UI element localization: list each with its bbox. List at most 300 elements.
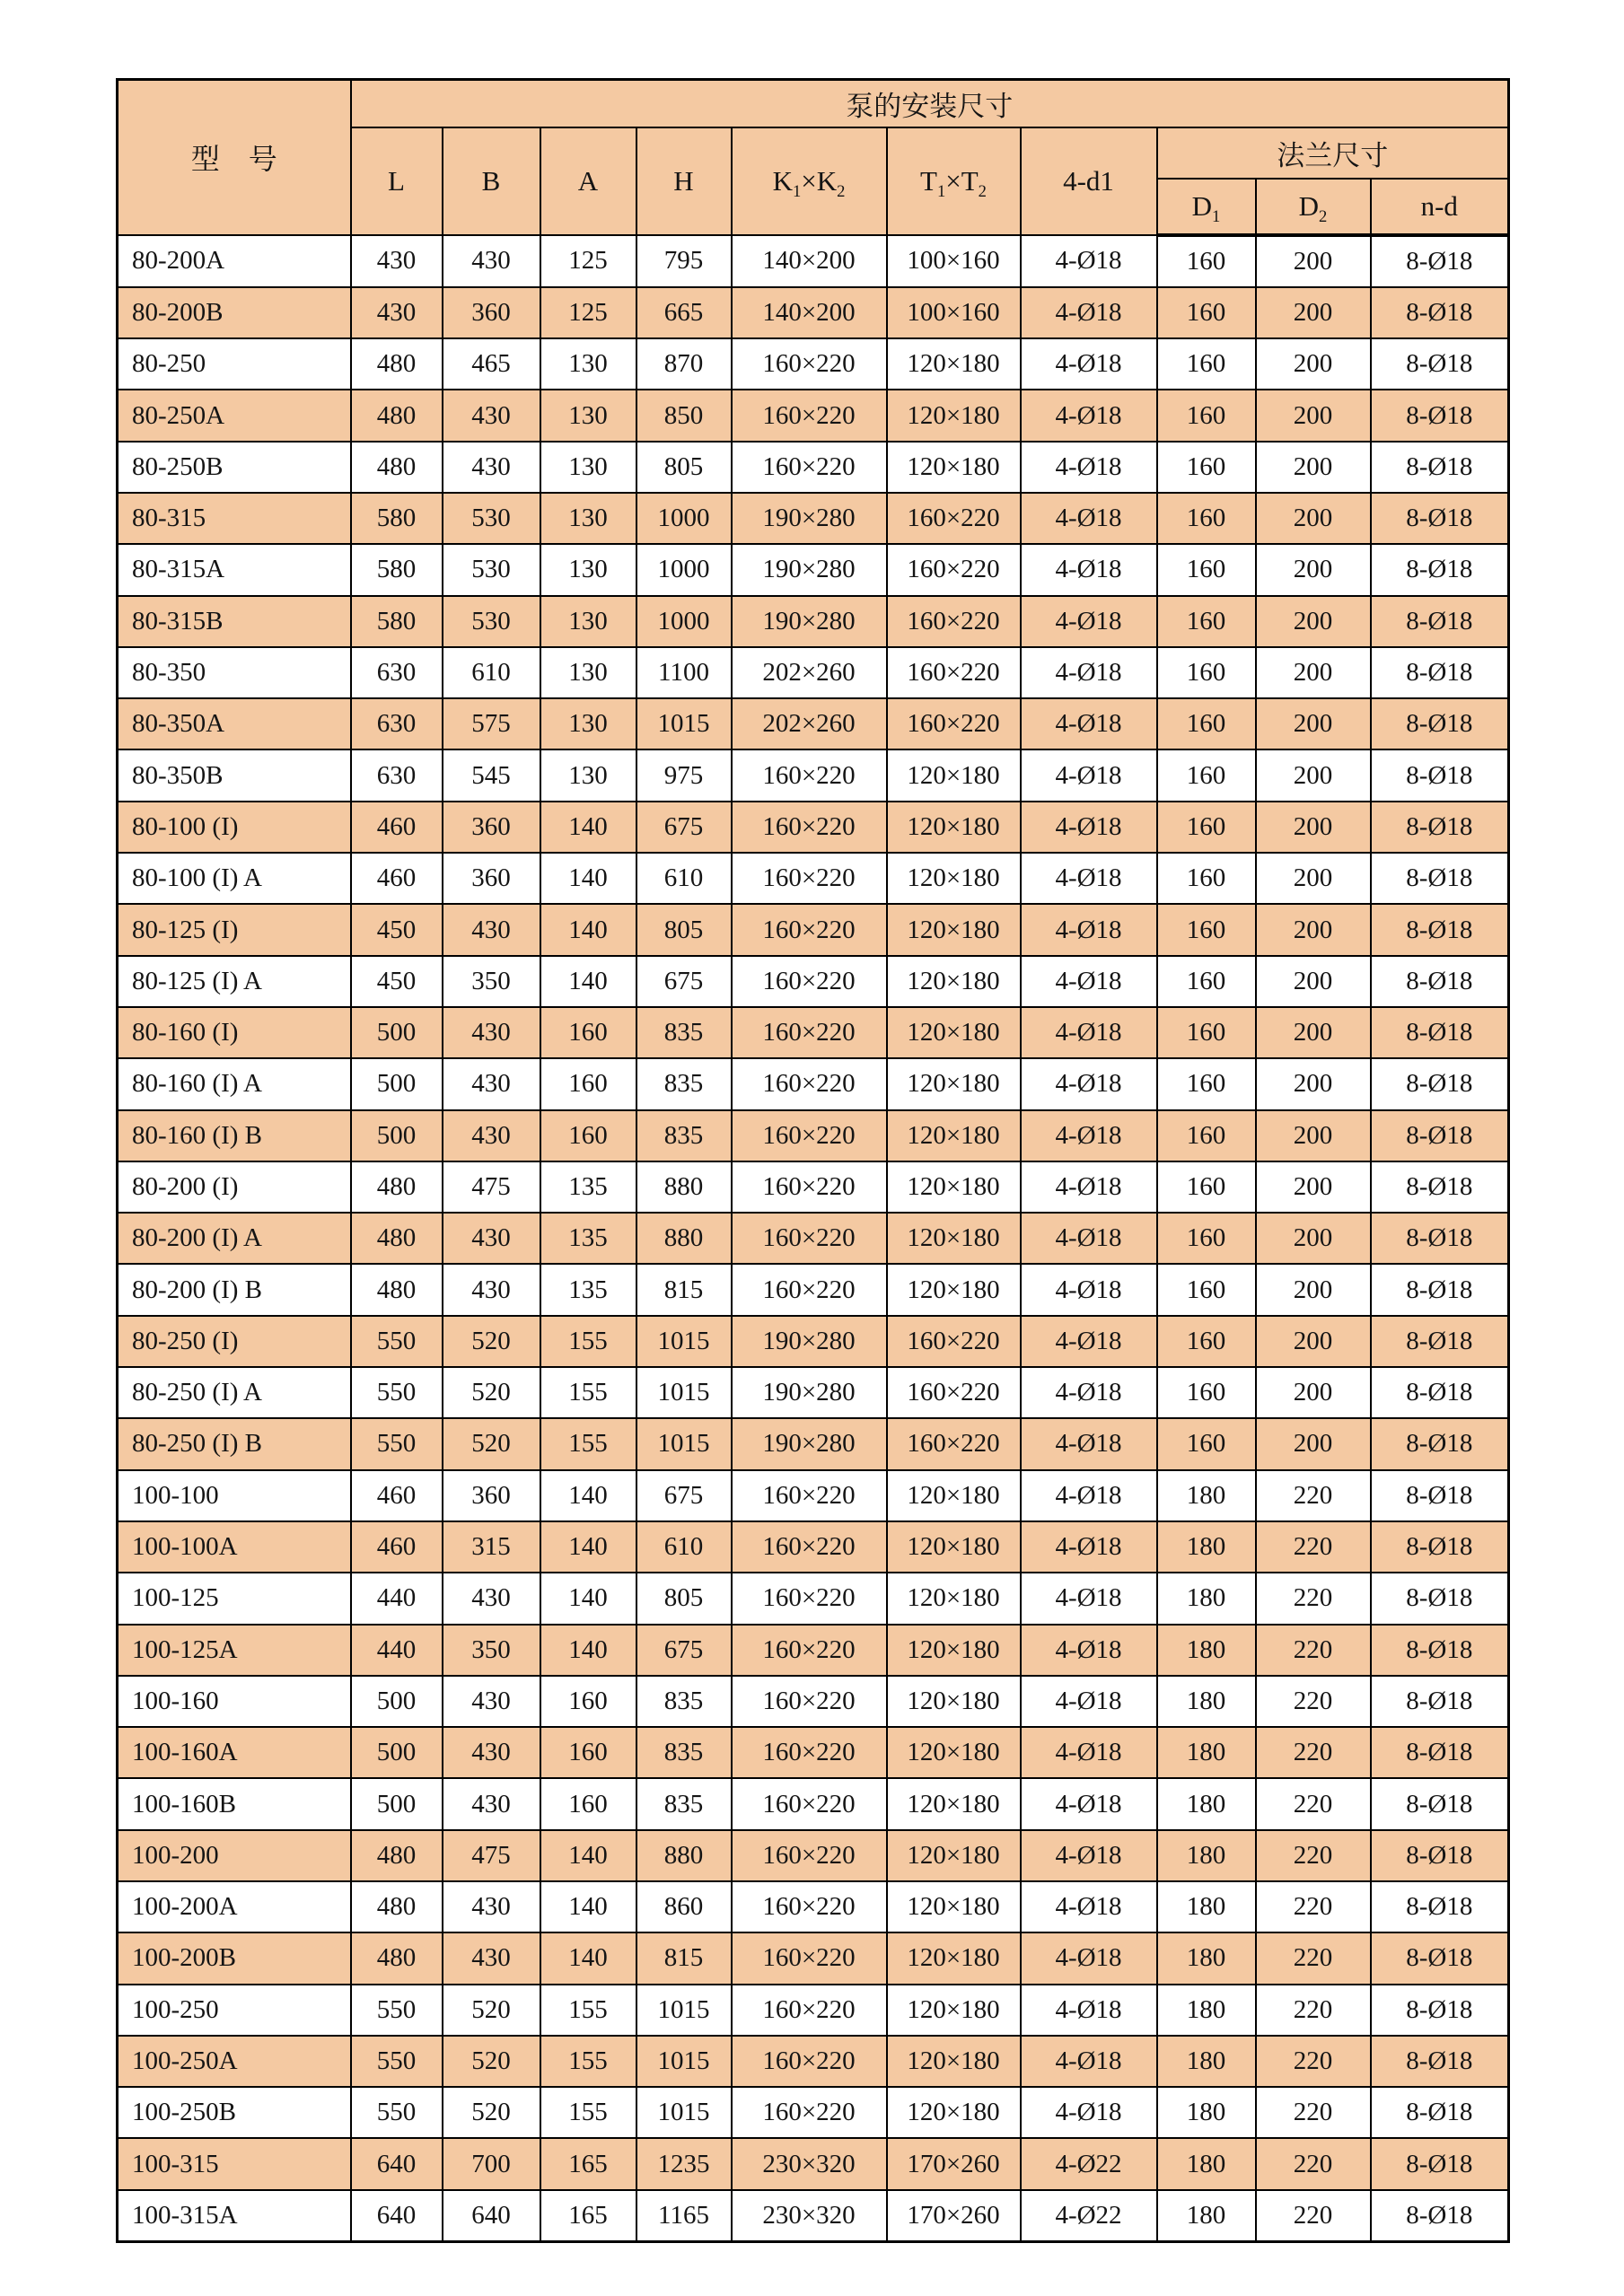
value-cell: 675 — [636, 802, 732, 853]
value-cell: 8-Ø18 — [1371, 1676, 1509, 1727]
value-cell: 4-Ø18 — [1021, 1418, 1157, 1469]
value-cell: 610 — [636, 1521, 732, 1573]
model-cell: 80-250 (I) B — [118, 1418, 351, 1469]
value-cell: 160 — [1157, 1264, 1256, 1315]
value-cell: 180 — [1157, 2138, 1256, 2189]
model-cell: 100-200A — [118, 1881, 351, 1932]
value-cell: 500 — [351, 1778, 443, 1829]
value-cell: 130 — [540, 647, 636, 698]
value-cell: 460 — [351, 1470, 443, 1521]
col-header-K1xK2 — [732, 127, 887, 235]
model-cell: 80-160 (I) — [118, 1007, 351, 1058]
value-cell: 4-Ø18 — [1021, 1676, 1157, 1727]
table-row — [118, 1161, 1509, 1213]
value-cell: 440 — [351, 1625, 443, 1676]
value-cell: 200 — [1256, 956, 1371, 1007]
value-cell: 460 — [351, 1521, 443, 1573]
value-cell: 160 — [1157, 596, 1256, 647]
value-cell: 220 — [1256, 2138, 1371, 2189]
value-cell: 480 — [351, 1213, 443, 1264]
value-cell: 135 — [540, 1161, 636, 1213]
value-cell: 450 — [351, 956, 443, 1007]
value-cell: 1015 — [636, 698, 732, 749]
value-cell: 8-Ø18 — [1371, 749, 1509, 801]
col-header-T1xT2 — [887, 127, 1021, 235]
model-cell: 80-100 (I) A — [118, 853, 351, 904]
value-cell: 120×180 — [887, 390, 1021, 441]
flange-dimensions-header: 法兰尺寸 — [1157, 127, 1509, 179]
value-cell: 520 — [443, 1316, 540, 1367]
value-cell: 1015 — [636, 2087, 732, 2138]
value-cell: 640 — [351, 2138, 443, 2189]
value-cell: 815 — [636, 1264, 732, 1315]
value-cell: 160×220 — [887, 596, 1021, 647]
value-cell: 200 — [1256, 647, 1371, 698]
value-cell: 160×220 — [732, 1007, 887, 1058]
value-cell: 8-Ø18 — [1371, 2036, 1509, 2087]
value-cell: 190×280 — [732, 544, 887, 595]
value-cell: 160×220 — [732, 1830, 887, 1881]
table-body — [118, 235, 1509, 2242]
value-cell: 4-Ø18 — [1021, 802, 1157, 853]
value-cell: 8-Ø18 — [1371, 596, 1509, 647]
value-cell: 180 — [1157, 2087, 1256, 2138]
value-cell: 360 — [443, 802, 540, 853]
value-cell: 140 — [540, 802, 636, 853]
table-row — [118, 1932, 1509, 1984]
table-row — [118, 1316, 1509, 1367]
value-cell: 550 — [351, 1418, 443, 1469]
value-cell: 180 — [1157, 1625, 1256, 1676]
value-cell: 4-Ø18 — [1021, 1830, 1157, 1881]
col-header-L: L — [351, 127, 443, 235]
value-cell: 135 — [540, 1264, 636, 1315]
value-cell: 200 — [1256, 1007, 1371, 1058]
value-cell: 200 — [1256, 904, 1371, 955]
value-cell: 140×200 — [732, 287, 887, 338]
value-cell: 120×180 — [887, 1521, 1021, 1573]
value-cell: 4-Ø18 — [1021, 2036, 1157, 2087]
value-cell: 160×220 — [732, 1625, 887, 1676]
value-cell: 160×220 — [732, 904, 887, 955]
value-cell: 8-Ø18 — [1371, 1932, 1509, 1984]
value-cell: 160×220 — [732, 442, 887, 493]
model-cell: 100-315 — [118, 2138, 351, 2189]
value-cell: 480 — [351, 1161, 443, 1213]
value-cell: 8-Ø18 — [1371, 647, 1509, 698]
value-cell: 160 — [1157, 1213, 1256, 1264]
value-cell: 120×180 — [887, 442, 1021, 493]
value-cell: 220 — [1256, 1521, 1371, 1573]
value-cell: 120×180 — [887, 904, 1021, 955]
value-cell: 200 — [1256, 1316, 1371, 1367]
value-cell: 8-Ø18 — [1371, 1213, 1509, 1264]
model-cell: 80-350A — [118, 698, 351, 749]
value-cell: 120×180 — [887, 749, 1021, 801]
t1-label: T — [920, 164, 937, 197]
value-cell: 4-Ø18 — [1021, 956, 1157, 1007]
value-cell: 4-Ø18 — [1021, 544, 1157, 595]
value-cell: 315 — [443, 1521, 540, 1573]
model-cell: 80-250A — [118, 390, 351, 441]
value-cell: 520 — [443, 1985, 540, 2036]
value-cell: 160×220 — [732, 1676, 887, 1727]
value-cell: 4-Ø18 — [1021, 442, 1157, 493]
model-cell: 100-125 — [118, 1573, 351, 1624]
value-cell: 8-Ø18 — [1371, 338, 1509, 390]
value-cell: 4-Ø18 — [1021, 853, 1157, 904]
table-row — [118, 2190, 1509, 2242]
value-cell: 130 — [540, 544, 636, 595]
value-cell: 450 — [351, 904, 443, 955]
value-cell: 430 — [443, 390, 540, 441]
value-cell: 805 — [636, 442, 732, 493]
value-cell: 180 — [1157, 1727, 1256, 1778]
model-cell: 80-200 (I) B — [118, 1264, 351, 1315]
model-cell: 100-160B — [118, 1778, 351, 1829]
value-cell: 835 — [636, 1676, 732, 1727]
value-cell: 160 — [1157, 749, 1256, 801]
value-cell: 220 — [1256, 1625, 1371, 1676]
value-cell: 430 — [443, 1676, 540, 1727]
value-cell: 1015 — [636, 1316, 732, 1367]
table-row — [118, 2087, 1509, 2138]
value-cell: 430 — [443, 1264, 540, 1315]
value-cell: 500 — [351, 1007, 443, 1058]
table-row — [118, 904, 1509, 955]
value-cell: 100×160 — [887, 235, 1021, 287]
value-cell: 480 — [351, 338, 443, 390]
value-cell: 520 — [443, 1418, 540, 1469]
value-cell: 4-Ø18 — [1021, 1007, 1157, 1058]
value-cell: 8-Ø18 — [1371, 1110, 1509, 1161]
value-cell: 160×220 — [887, 544, 1021, 595]
model-cell: 100-200B — [118, 1932, 351, 1984]
value-cell: 430 — [443, 442, 540, 493]
value-cell: 140 — [540, 1573, 636, 1624]
value-cell: 4-Ø18 — [1021, 647, 1157, 698]
value-cell: 630 — [351, 698, 443, 749]
value-cell: 130 — [540, 698, 636, 749]
value-cell: 550 — [351, 1316, 443, 1367]
value-cell: 130 — [540, 493, 636, 544]
value-cell: 440 — [351, 1573, 443, 1624]
value-cell: 4-Ø18 — [1021, 235, 1157, 287]
value-cell: 430 — [443, 1573, 540, 1624]
value-cell: 130 — [540, 390, 636, 441]
table-row — [118, 1264, 1509, 1315]
value-cell: 795 — [636, 235, 732, 287]
value-cell: 160×220 — [887, 698, 1021, 749]
value-cell: 160×220 — [887, 647, 1021, 698]
table-row — [118, 442, 1509, 493]
value-cell: 465 — [443, 338, 540, 390]
value-cell: 430 — [443, 904, 540, 955]
model-cell: 80-200B — [118, 287, 351, 338]
model-cell: 100-250 — [118, 1985, 351, 2036]
value-cell: 360 — [443, 1470, 540, 1521]
value-cell: 160×220 — [732, 802, 887, 853]
value-cell: 430 — [443, 1727, 540, 1778]
value-cell: 4-Ø18 — [1021, 1727, 1157, 1778]
value-cell: 155 — [540, 1985, 636, 2036]
table-row — [118, 596, 1509, 647]
value-cell: 130 — [540, 442, 636, 493]
value-cell: 160 — [540, 1778, 636, 1829]
value-cell: 160×220 — [732, 1470, 887, 1521]
value-cell: 160×220 — [732, 1573, 887, 1624]
value-cell: 4-Ø18 — [1021, 1932, 1157, 1984]
value-cell: 160 — [1157, 544, 1256, 595]
value-cell: 4-Ø18 — [1021, 1470, 1157, 1521]
value-cell: 120×180 — [887, 1007, 1021, 1058]
value-cell: 1015 — [636, 2036, 732, 2087]
table-row — [118, 698, 1509, 749]
model-cell: 80-125 (I) A — [118, 956, 351, 1007]
value-cell: 230×320 — [732, 2138, 887, 2189]
value-cell: 130 — [540, 338, 636, 390]
value-cell: 160 — [1157, 235, 1256, 287]
value-cell: 120×180 — [887, 1470, 1021, 1521]
k2-label: K — [816, 164, 838, 197]
value-cell: 430 — [443, 1110, 540, 1161]
value-cell: 8-Ø18 — [1371, 1058, 1509, 1109]
value-cell: 140 — [540, 1521, 636, 1573]
model-cell: 80-350B — [118, 749, 351, 801]
value-cell: 160×220 — [732, 2087, 887, 2138]
value-cell: 120×180 — [887, 802, 1021, 853]
value-cell: 180 — [1157, 1778, 1256, 1829]
model-cell: 80-160 (I) B — [118, 1110, 351, 1161]
value-cell: 220 — [1256, 1727, 1371, 1778]
value-cell: 120×180 — [887, 1058, 1021, 1109]
value-cell: 160 — [1157, 956, 1256, 1007]
value-cell: 630 — [351, 749, 443, 801]
t1-subscript: 1 — [936, 181, 946, 201]
value-cell: 190×280 — [732, 1367, 887, 1418]
model-cell: 80-125 (I) — [118, 904, 351, 955]
model-cell: 100-100A — [118, 1521, 351, 1573]
value-cell: 4-Ø18 — [1021, 1573, 1157, 1624]
value-cell: 180 — [1157, 1676, 1256, 1727]
value-cell: 8-Ø18 — [1371, 904, 1509, 955]
model-cell: 80-315B — [118, 596, 351, 647]
value-cell: 160×220 — [732, 1521, 887, 1573]
value-cell: 120×180 — [887, 1985, 1021, 2036]
value-cell: 120×180 — [887, 1213, 1021, 1264]
model-cell: 80-350 — [118, 647, 351, 698]
value-cell: 160×220 — [887, 1316, 1021, 1367]
value-cell: 160×220 — [732, 1985, 887, 2036]
value-cell: 140 — [540, 1932, 636, 1984]
t2-label: T — [961, 164, 979, 197]
value-cell: 160 — [1157, 442, 1256, 493]
value-cell: 170×260 — [887, 2138, 1021, 2189]
value-cell: 8-Ø18 — [1371, 2190, 1509, 2242]
value-cell: 120×180 — [887, 1625, 1021, 1676]
value-cell: 8-Ø18 — [1371, 1161, 1509, 1213]
install-dimensions-header: 泵的安装尺寸 — [351, 80, 1509, 127]
value-cell: 190×280 — [732, 493, 887, 544]
table-row — [118, 390, 1509, 441]
model-cell: 80-200 (I) — [118, 1161, 351, 1213]
value-cell: 140 — [540, 853, 636, 904]
value-cell: 575 — [443, 698, 540, 749]
value-cell: 165 — [540, 2190, 636, 2242]
value-cell: 880 — [636, 1830, 732, 1881]
value-cell: 160 — [1157, 1367, 1256, 1418]
value-cell: 500 — [351, 1727, 443, 1778]
value-cell: 550 — [351, 2087, 443, 2138]
times-sign: × — [945, 164, 961, 197]
model-cell: 80-200 (I) A — [118, 1213, 351, 1264]
value-cell: 200 — [1256, 287, 1371, 338]
model-cell: 80-315A — [118, 544, 351, 595]
value-cell: 220 — [1256, 1932, 1371, 1984]
value-cell: 8-Ø18 — [1371, 390, 1509, 441]
value-cell: 155 — [540, 2087, 636, 2138]
times-sign: × — [801, 164, 817, 197]
k1-subscript: 1 — [792, 181, 802, 201]
col-header-H: H — [636, 127, 732, 235]
table-row — [118, 2138, 1509, 2189]
value-cell: 160×220 — [732, 338, 887, 390]
value-cell: 4-Ø18 — [1021, 1625, 1157, 1676]
value-cell: 8-Ø18 — [1371, 1573, 1509, 1624]
value-cell: 140×200 — [732, 235, 887, 287]
value-cell: 1165 — [636, 2190, 732, 2242]
value-cell: 160×220 — [732, 1161, 887, 1213]
value-cell: 180 — [1157, 2190, 1256, 2242]
value-cell: 200 — [1256, 1213, 1371, 1264]
value-cell: 580 — [351, 596, 443, 647]
value-cell: 160×220 — [732, 853, 887, 904]
value-cell: 870 — [636, 338, 732, 390]
value-cell: 975 — [636, 749, 732, 801]
value-cell: 120×180 — [887, 338, 1021, 390]
table-row — [118, 1418, 1509, 1469]
value-cell: 580 — [351, 493, 443, 544]
value-cell: 160 — [1157, 287, 1256, 338]
value-cell: 4-Ø18 — [1021, 698, 1157, 749]
col-header-4-d1: 4-d1 — [1021, 127, 1157, 235]
col-header-A: A — [540, 127, 636, 235]
model-cell: 100-315A — [118, 2190, 351, 2242]
value-cell: 500 — [351, 1676, 443, 1727]
value-cell: 202×260 — [732, 647, 887, 698]
value-cell: 190×280 — [732, 1316, 887, 1367]
value-cell: 8-Ø18 — [1371, 1418, 1509, 1469]
value-cell: 200 — [1256, 596, 1371, 647]
value-cell: 160×220 — [887, 1367, 1021, 1418]
value-cell: 160×220 — [732, 1881, 887, 1932]
value-cell: 860 — [636, 1881, 732, 1932]
model-cell: 80-250 (I) — [118, 1316, 351, 1367]
value-cell: 220 — [1256, 2036, 1371, 2087]
value-cell: 220 — [1256, 1881, 1371, 1932]
table-row — [118, 1625, 1509, 1676]
value-cell: 8-Ø18 — [1371, 2087, 1509, 2138]
value-cell: 8-Ø18 — [1371, 1830, 1509, 1881]
value-cell: 8-Ø18 — [1371, 853, 1509, 904]
value-cell: 8-Ø18 — [1371, 442, 1509, 493]
value-cell: 180 — [1157, 1932, 1256, 1984]
value-cell: 140 — [540, 1830, 636, 1881]
value-cell: 475 — [443, 1161, 540, 1213]
col-header-B: B — [443, 127, 540, 235]
value-cell: 4-Ø18 — [1021, 338, 1157, 390]
value-cell: 8-Ø18 — [1371, 493, 1509, 544]
value-cell: 8-Ø18 — [1371, 1727, 1509, 1778]
value-cell: 140 — [540, 1470, 636, 1521]
value-cell: 550 — [351, 1367, 443, 1418]
value-cell: 140 — [540, 904, 636, 955]
value-cell: 4-Ø18 — [1021, 1058, 1157, 1109]
value-cell: 200 — [1256, 1161, 1371, 1213]
value-cell: 160×220 — [732, 1932, 887, 1984]
value-cell: 8-Ø18 — [1371, 698, 1509, 749]
value-cell: 550 — [351, 1985, 443, 2036]
value-cell: 610 — [636, 853, 732, 904]
value-cell: 140 — [540, 956, 636, 1007]
value-cell: 805 — [636, 1573, 732, 1624]
value-cell: 630 — [351, 647, 443, 698]
value-cell: 835 — [636, 1058, 732, 1109]
value-cell: 160 — [1157, 1418, 1256, 1469]
table-row — [118, 802, 1509, 853]
value-cell: 8-Ø18 — [1371, 1778, 1509, 1829]
value-cell: 430 — [351, 287, 443, 338]
value-cell: 835 — [636, 1727, 732, 1778]
value-cell: 580 — [351, 544, 443, 595]
value-cell: 530 — [443, 493, 540, 544]
table-row — [118, 956, 1509, 1007]
value-cell: 120×180 — [887, 853, 1021, 904]
value-cell: 200 — [1256, 698, 1371, 749]
value-cell: 160 — [1157, 1316, 1256, 1367]
value-cell: 160×220 — [732, 1264, 887, 1315]
value-cell: 360 — [443, 287, 540, 338]
value-cell: 160×220 — [732, 1058, 887, 1109]
value-cell: 180 — [1157, 1830, 1256, 1881]
model-cell: 100-125A — [118, 1625, 351, 1676]
value-cell: 160 — [1157, 853, 1256, 904]
value-cell: 135 — [540, 1213, 636, 1264]
value-cell: 160×220 — [887, 493, 1021, 544]
value-cell: 480 — [351, 390, 443, 441]
value-cell: 8-Ø18 — [1371, 1625, 1509, 1676]
value-cell: 200 — [1256, 1264, 1371, 1315]
value-cell: 120×180 — [887, 1676, 1021, 1727]
value-cell: 160×220 — [732, 1213, 887, 1264]
value-cell: 835 — [636, 1110, 732, 1161]
value-cell: 1000 — [636, 596, 732, 647]
value-cell: 430 — [351, 235, 443, 287]
value-cell: 430 — [443, 1007, 540, 1058]
table-row — [118, 1007, 1509, 1058]
value-cell: 200 — [1256, 544, 1371, 595]
value-cell: 220 — [1256, 1778, 1371, 1829]
value-cell: 220 — [1256, 2190, 1371, 2242]
value-cell: 8-Ø18 — [1371, 802, 1509, 853]
value-cell: 520 — [443, 2036, 540, 2087]
model-cell: 100-160A — [118, 1727, 351, 1778]
value-cell: 350 — [443, 956, 540, 1007]
value-cell: 500 — [351, 1110, 443, 1161]
header-row-top — [118, 80, 1509, 127]
value-cell: 120×180 — [887, 1573, 1021, 1624]
table-row — [118, 647, 1509, 698]
